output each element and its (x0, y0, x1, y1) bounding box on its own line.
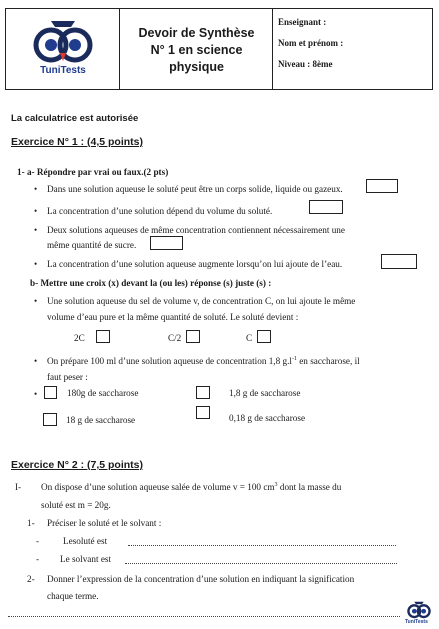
choice-18g-label: 18 g de saccharose (66, 415, 136, 425)
dash-bullet-icon: - (36, 554, 40, 564)
statement-b1-line-2: volume d’eau pure et la même quantité de soluté. Le soluté devient : (47, 312, 299, 322)
choice-c2-label: C/2 (168, 333, 182, 343)
question-2-2-line-1: Donner l’expression de la concentration d’une solution en indiquant la signification (47, 574, 355, 584)
choice-c2-box[interactable] (186, 330, 200, 343)
choice-180g-box[interactable] (44, 386, 57, 399)
choice-0-18g-label: 0,18 g de saccharose (229, 413, 306, 423)
statement-2: La concentration d’une solution dépend du volume du soluté. (47, 206, 273, 216)
choice-2c-label: 2C (74, 333, 85, 343)
statement-b2-line-2: faut peser : (47, 372, 88, 382)
bullet-icon: • (34, 389, 38, 399)
question-2-1: Préciser le soluté et le solvant : (47, 518, 162, 528)
intro-text-end: dont la masse du (277, 482, 342, 493)
solvent-answer-line[interactable] (125, 563, 397, 564)
unit-exponent: -1 (291, 356, 297, 362)
logo-cell (6, 9, 120, 89)
exercise-2-intro-line-2: soluté est m = 20g. (41, 500, 111, 510)
choice-2c-box[interactable] (96, 330, 110, 343)
solvent-label: Le solvant est (60, 554, 112, 564)
choice-0-18g-box[interactable] (196, 406, 210, 419)
bullet-icon: • (34, 184, 38, 194)
bullet-icon: • (34, 259, 38, 269)
choice-18g-box[interactable] (43, 413, 57, 426)
teacher-label: Enseignant : (278, 17, 327, 27)
statement-4: La concentration d’une solution aqueuse augmente lorsqu’on lui ajoute de l’eau. (47, 259, 343, 269)
solute-label: Lesoluté est (63, 536, 108, 546)
statement-1: Dans une solution aqueuse le soluté peut être un corps solide, liquide ou gazeux. (47, 184, 343, 194)
name-label: Nom et prénom : (278, 38, 344, 48)
roman-numeral-one: I- (15, 482, 22, 492)
dash-bullet-icon: - (36, 536, 40, 546)
exercise-1-heading: Exercice N° 1 : (4,5 points) (11, 136, 143, 148)
question-2-2-line-2: chaque terme. (47, 591, 99, 601)
brand-name: TuniTests (40, 65, 86, 76)
answer-box-4[interactable] (381, 254, 417, 269)
bullet-icon: • (34, 356, 38, 366)
bullet-icon: • (34, 225, 38, 235)
statement-b2-text-end: en saccharose, il (296, 356, 360, 367)
answer-box-1[interactable] (366, 179, 398, 193)
statement-3-line-1: Deux solutions aqueuses de même concentration contiennent nécessairement une (47, 225, 345, 235)
exam-header (5, 8, 433, 90)
question-1b: b- Mettre une croix (x) devant la (ou les) réponse (s) juste (s) : (30, 278, 272, 288)
bullet-icon: • (34, 296, 38, 306)
exercise-2-intro-line-1 (41, 482, 341, 492)
footer-owl-logo-icon (406, 601, 432, 619)
question-2-1-number: 1- (27, 518, 35, 528)
statement-b2-text: On prépare 100 ml d’une solution aqueuse de concentration 1,8 g.l (47, 356, 292, 367)
answer-box-3[interactable] (150, 236, 183, 250)
title-line-2: N° 1 en science (150, 43, 243, 57)
bullet-icon: • (34, 206, 38, 216)
answer-box-2[interactable] (309, 200, 343, 214)
choice-180g-label: 180g de saccharose (67, 388, 139, 398)
title-cell (120, 9, 273, 89)
choice-1-8g-box[interactable] (196, 386, 210, 399)
choice-c-label: C (246, 333, 253, 343)
title-line-3: physique (169, 60, 224, 74)
level-label: Niveau : 8ème (278, 59, 333, 69)
info-cell (273, 9, 432, 89)
question-1a: 1- a- Répondre par vrai ou faux.(2 pts) (17, 167, 169, 177)
solute-answer-line[interactable] (128, 545, 396, 546)
choice-c-box[interactable] (257, 330, 271, 343)
question-2-2-number: 2- (27, 574, 35, 584)
owl-logo-icon (33, 19, 93, 65)
choice-1-8g-label: 1,8 g de saccharose (229, 388, 301, 398)
footer-brand: TuniTests (405, 619, 428, 625)
exercise-2-heading: Exercice N° 2 : (7,5 points) (11, 459, 143, 471)
intro-text: On dispose d’une solution aqueuse salée de volume v = 100 cm (41, 482, 275, 493)
volume-exponent: 3 (274, 482, 278, 488)
calculator-note: La calculatrice est autorisée (11, 113, 139, 124)
statement-b2-line-1 (47, 356, 360, 366)
statement-b1-line-1: Une solution aqueuse du sel de volume v, de concentration C, on lui ajoute le même (47, 296, 356, 306)
statement-3-line-2: même quantité de sucre. (47, 240, 137, 250)
title-line-1: Devoir de Synthèse (138, 26, 255, 40)
answer-line[interactable] (8, 616, 400, 617)
